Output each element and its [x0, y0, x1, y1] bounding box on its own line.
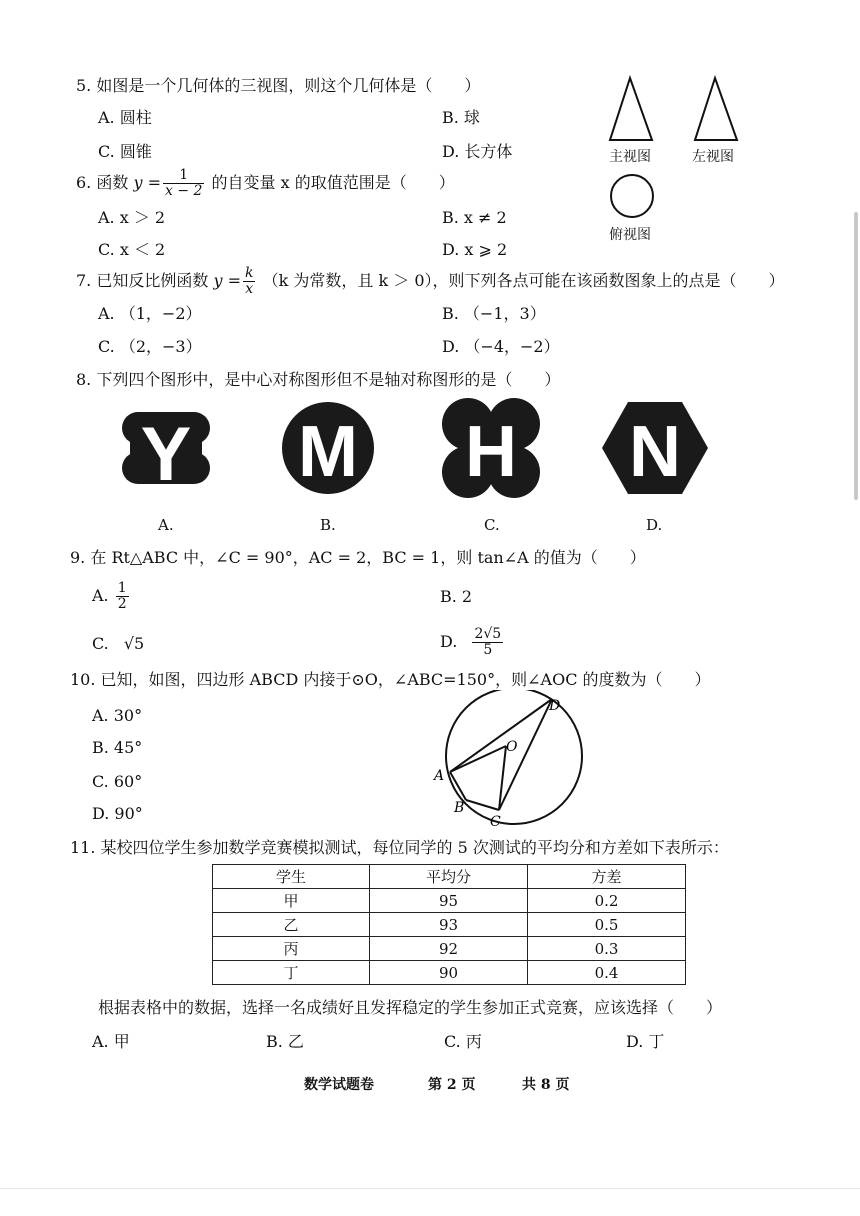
q8-stem: 8. 下列四个图形中，是中心对称图形但不是轴对称图形的是（ ）: [76, 370, 561, 389]
q7-fraction: [243, 266, 255, 297]
q9-option-d-label: D.: [440, 632, 458, 651]
table-header-average: 平均分: [370, 865, 528, 889]
q8-label-a: A.: [158, 516, 174, 534]
q7-option-a: A. （1，−2）: [98, 304, 202, 323]
top-view-label: 俯视图: [609, 227, 651, 243]
q9-option-c: [92, 634, 144, 654]
symbol-c-letter: H: [465, 412, 517, 492]
q7-option-c: C. （2，−3）: [98, 337, 202, 356]
q9-stem: 9. 在 Rt△ABC 中，∠C = 90°，AC = 2，BC = 1，则 tan∠A 的值为（ ）: [70, 548, 646, 567]
point-d-label: D: [549, 698, 561, 714]
table-cell: 0.2: [528, 889, 686, 913]
q10-option-a: A. 30°: [92, 706, 143, 725]
table-cell: 0.3: [528, 937, 686, 961]
q9-option-d: [440, 620, 505, 664]
q8-label-c: C.: [484, 516, 500, 534]
q10-option-b: B. 45°: [92, 738, 143, 757]
left-view-triangle: [695, 78, 737, 140]
q9-option-c-value: √5: [123, 634, 145, 653]
segment-ao: [450, 746, 506, 772]
table-cell: 90: [370, 961, 528, 985]
q7-frac-num: k: [245, 265, 254, 281]
left-view-label: 左视图: [692, 149, 734, 165]
q8-symbols-figure: [110, 398, 730, 498]
point-o-label: O: [506, 739, 518, 755]
q11-option-d: D. 丁: [626, 1032, 665, 1051]
q7-option-b: B. （−1，3）: [442, 304, 546, 323]
table-row: [213, 961, 686, 985]
symbol-d-letter: N: [629, 412, 681, 492]
q5-option-b: B. 球: [442, 108, 480, 127]
table-cell: 0.4: [528, 961, 686, 985]
q8-label-b: B.: [320, 516, 336, 534]
q7-y: y =: [213, 271, 241, 290]
symbol-a-y: [122, 412, 210, 497]
symbol-b-letter: M: [298, 412, 358, 492]
q10-option-c: C. 60°: [92, 772, 143, 791]
q6-frac-den: x − 2: [165, 183, 203, 199]
q6-option-a: A. x ＞ 2: [98, 208, 166, 227]
q10-circle-figure: [426, 690, 606, 830]
q7-stem: [76, 264, 785, 298]
q9-option-a-fraction: [116, 581, 129, 612]
footer-total: 共 8 页: [522, 1077, 570, 1093]
q6-stem: [76, 166, 455, 200]
q9-d-den: 5: [483, 642, 493, 658]
table-cell: 92: [370, 937, 528, 961]
table-cell: 丙: [213, 937, 370, 961]
circle-o: [446, 690, 582, 824]
q7-pre: 已知反比例函数: [96, 271, 209, 290]
point-b-label: B: [454, 800, 465, 816]
table-cell: 乙: [213, 913, 370, 937]
footer-page: 第 2 页: [428, 1077, 476, 1093]
symbol-b-m: [282, 402, 374, 494]
table-header-variance: 方差: [528, 865, 686, 889]
q10-option-d: D. 90°: [92, 804, 143, 823]
table-cell: 甲: [213, 889, 370, 913]
q6-fraction: [163, 168, 204, 199]
q9-a-num: 1: [117, 580, 127, 596]
q9-a-den: 2: [117, 596, 127, 612]
q6-post: 的自变量 x 的取值范围是（ ）: [211, 173, 455, 192]
q6-number: 6.: [76, 173, 92, 192]
table-header-student: 学生: [213, 865, 370, 889]
q6-option-d: D. x ⩾ 2: [442, 240, 508, 259]
q11-option-c: C. 丙: [444, 1032, 482, 1051]
q6-y: y =: [133, 173, 161, 192]
table-header-row: [213, 865, 686, 889]
q6-frac-num: 1: [163, 168, 204, 184]
symbol-d-n: [602, 402, 708, 494]
q11-score-table: [212, 864, 686, 985]
point-a-label: A: [434, 768, 445, 784]
q6-option-b: B. x ≠ 2: [442, 208, 507, 227]
table-cell: 95: [370, 889, 528, 913]
q9-option-d-fraction: [472, 627, 503, 658]
q9-option-a: [92, 574, 131, 618]
q11-stem: 11. 某校四位学生参加数学竞赛模拟测试，每位同学的 5 次测试的平均分和方差如下表所示：: [70, 838, 729, 857]
front-view-label: 主视图: [609, 149, 651, 165]
q11-option-a: A. 甲: [92, 1032, 130, 1051]
q5-option-d: D. 长方体: [442, 142, 513, 161]
table-row: [213, 937, 686, 961]
q7-frac-den: x: [245, 281, 254, 297]
q7-option-d: D. （−4，−2）: [442, 337, 560, 356]
table-cell: 93: [370, 913, 528, 937]
point-c-label: C: [490, 814, 501, 830]
table-row: [213, 889, 686, 913]
table-row: [213, 913, 686, 937]
symbol-a-letter: Y: [140, 412, 192, 497]
table-cell: 丁: [213, 961, 370, 985]
q6-option-c: C. x ＜ 2: [98, 240, 166, 259]
q5-stem: 5. 如图是一个几何体的三视图，则这个几何体是（ ）: [76, 76, 481, 95]
q5-option-c: C. 圆锥: [98, 142, 152, 161]
q11-question: 根据表格中的数据，选择一名成绩好且发挥稳定的学生参加正式竞赛，应该选择（ ）: [98, 998, 723, 1017]
q9-option-a-label: A.: [92, 586, 109, 605]
q5-option-a: A. 圆柱: [98, 108, 152, 127]
footer-title: 数学试题卷: [304, 1077, 374, 1093]
q8-label-d: D.: [646, 516, 663, 534]
q9-d-num: 2√5: [474, 626, 502, 642]
q10-stem: 10. 已知，如图，四边形 ABCD 内接于⊙O，∠ABC=150°，则∠AOC 的度数为（ ）: [70, 670, 711, 689]
q7-post: （k 为常数，且 k ＞ 0），则下列各点可能在该函数图象上的点是（ ）: [262, 271, 785, 290]
table-cell: 0.5: [528, 913, 686, 937]
symbol-c-h: [442, 398, 540, 498]
q6-pre: 函数: [96, 173, 129, 192]
q11-option-b: B. 乙: [266, 1032, 304, 1051]
bottom-divider: [0, 1188, 860, 1189]
q9-option-b: B. 2: [440, 587, 473, 606]
vertical-scrollbar[interactable]: [854, 212, 858, 500]
front-view-triangle: [610, 78, 652, 140]
q9-option-c-label: C.: [92, 634, 109, 653]
q7-number: 7.: [76, 271, 92, 290]
top-view-circle: [611, 175, 653, 217]
